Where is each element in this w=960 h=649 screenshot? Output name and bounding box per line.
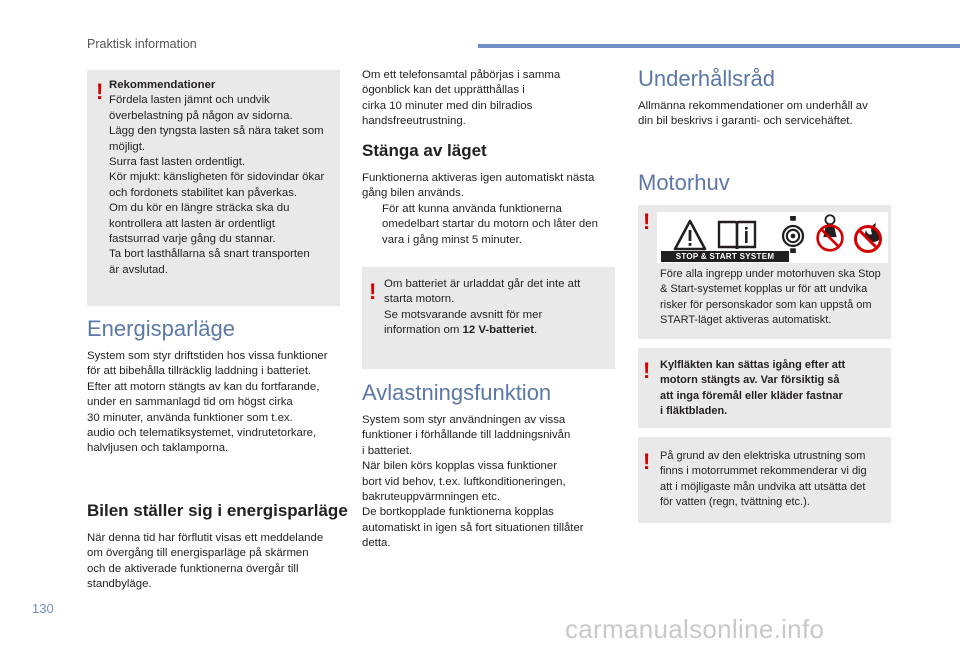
warning-icon: ! — [96, 79, 104, 104]
text-line: START-läget aktiveras automatiskt. — [660, 314, 832, 327]
elektrisk-box — [638, 437, 891, 523]
batteri-note-box — [362, 267, 615, 369]
text-line: System som styr driftstiden hos vissa funktioner — [87, 350, 328, 362]
text-line: Om ett telefonsamtal påbörjas i samma — [362, 69, 561, 81]
text-line: cirka 10 minuter med din bilradios — [362, 99, 533, 112]
stop-start-label: STOP & START SYSTEM — [661, 251, 789, 262]
stanga-av-text — [362, 171, 617, 248]
text-line: Kylfläkten kan sättas igång efter att — [660, 359, 846, 371]
text-line: starta motorn. — [384, 293, 455, 306]
energisparlage-heading: Energisparläge — [87, 316, 235, 341]
no-fire-icon — [852, 218, 886, 256]
header-accent-bar — [478, 44, 960, 48]
text-line: fastsurrad varje gång du stannar. — [109, 233, 276, 246]
text-line: Om batteriet är urladdat går det inte att — [384, 278, 581, 290]
text-line: för vatten (regn, tvättning etc.). — [660, 496, 810, 509]
text-line: Fördela lasten jämnt och undvik — [109, 94, 270, 107]
avlastning-heading: Avlastningsfunktion — [362, 380, 552, 405]
energisparlage-text — [87, 349, 352, 457]
text-line: Surra fast lasten ordentligt. — [109, 156, 246, 169]
text-line: under en sammanlagd tid om högst cirka — [87, 396, 293, 409]
text-line: detta. — [362, 537, 391, 550]
rekommendationer-title: Rekommendationer — [109, 79, 216, 91]
text-line: Före alla ingrepp under motorhuven ska Stop — [660, 268, 881, 280]
underhall-text — [638, 99, 893, 130]
text-line: om övergång till energisparläge på skärmen — [87, 547, 309, 560]
text-line: standbyläge. — [87, 578, 152, 591]
text-line: De bortkopplade funktionerna kopplas — [362, 506, 554, 519]
text-line: bakruteuppvärmningen etc. — [362, 491, 501, 504]
warning-icon: ! — [369, 279, 377, 304]
text-line: motorn stängts av. Var försiktig så — [660, 374, 840, 387]
text-line: På grund av den elektriska utrustning som — [660, 450, 866, 462]
text-line: och de aktiverade funktionerna övergår till — [87, 562, 299, 575]
text-line: Ta bort lasthållarna så snart transporten — [109, 248, 310, 261]
battery-reference: 12 V-batteriet — [462, 324, 535, 337]
stanga-av-heading: Stänga av läget — [362, 141, 487, 160]
text-line: möjligt. — [109, 140, 146, 153]
text-line: gång bilen används. — [362, 187, 464, 200]
warning-icon: ! — [643, 209, 651, 234]
stop-start-label-panel — [657, 212, 888, 263]
text-line — [384, 323, 612, 338]
text-line: att i möjligaste mån undvika att utsätta det — [660, 480, 866, 493]
text-line: i batteriet. — [362, 444, 413, 457]
text-line: Efter att motorn stängts av kan du fortfarande, — [87, 380, 320, 393]
text-line: Funktionerna aktiveras igen automatiskt nästa — [362, 172, 595, 184]
text-line: För att kunna använda funktionerna — [382, 202, 562, 215]
text-line: Allmänna rekommendationer om underhåll av — [638, 100, 868, 112]
text-line: 30 minuter, använda funktioner som t.ex. — [87, 411, 293, 424]
section-header: Praktisk information — [87, 37, 197, 51]
text-line: kontrollera att lasten är ordentligt — [109, 217, 275, 230]
manual-book-icon — [715, 216, 759, 254]
warning-icon: ! — [643, 449, 651, 474]
text-line: överbelastning på någon av sidorna. — [109, 109, 293, 122]
motorhuv-heading: Motorhuv — [638, 170, 730, 195]
text-line: audio och telematiksystemet, vindrutetorkare, — [87, 427, 317, 440]
text-fragment: . — [534, 324, 538, 337]
text-fragment: information om — [384, 324, 463, 337]
text-line: halvljusen och taklamporna. — [87, 442, 229, 455]
text-line: finns i motorrummet rekommenderar vi dig — [660, 465, 867, 478]
avlastning-text — [362, 413, 617, 552]
text-line: Kör mjukt: känsligheten för sidovindar ökar — [109, 171, 325, 184]
text-line: När denna tid har förflutit visas ett meddelande — [87, 532, 324, 544]
no-hands-icon — [812, 214, 848, 252]
kylflakt-box — [638, 348, 891, 428]
text-line: i fläktbladen. — [660, 405, 728, 418]
text-line: att inga föremål eller kläder fastnar — [660, 389, 843, 402]
telefon-text — [362, 68, 617, 130]
fan-coil-icon — [781, 216, 805, 254]
text-line: funktioner i förhållande till laddningsnivån — [362, 429, 571, 442]
text-line: När bilen körs kopplas vissa funktioner — [362, 460, 557, 473]
bullet-icon — [362, 202, 382, 248]
bilen-staller-heading: Bilen ställer sig i energisparläge — [87, 501, 348, 520]
rekommendationer-box — [87, 70, 340, 306]
watermark: carmanualsonline.info — [565, 614, 825, 644]
page-number: 130 — [32, 601, 54, 616]
underhall-heading: Underhållsråd — [638, 66, 775, 91]
text-line: är avslutad. — [109, 263, 168, 276]
text-line: omedelbart startar du motorn och låter den — [382, 218, 598, 231]
warning-icon: ! — [643, 358, 651, 383]
warning-triangle-icon — [673, 216, 707, 254]
text-line: Om du kör en längre sträcka ska du — [109, 202, 290, 215]
text-line: och fordonets stabilitet kan påverkas. — [109, 186, 298, 199]
text-line: Lägg den tyngsta lasten så nära taket som — [109, 125, 324, 138]
text-line: & Start-systemet kopplas ur för att undvika — [660, 283, 868, 296]
list-item — [362, 202, 617, 248]
text-line: vara i gång minst 5 minuter. — [382, 233, 522, 246]
text-line: System som styr användningen av vissa — [362, 414, 566, 426]
text-line: Se motsvarande avsnitt för mer — [384, 308, 543, 321]
bilen-staller-text — [87, 531, 352, 593]
text-line: för att bibehålla tillräcklig laddning i batteriet. — [87, 365, 312, 378]
text-line: ögonblick kan det upprätthållas i — [362, 84, 525, 97]
text-line: din bil beskrivs i garanti- och servicehäftet. — [638, 115, 853, 128]
text-line: bort vid behov, t.ex. luftkonditioneringen, — [362, 475, 566, 488]
text-line: handsfreeutrustning. — [362, 115, 466, 128]
text-line: automatiskt in igen så fort situationen tillåter — [362, 521, 584, 534]
text-line: risker för personskador som kan uppstå om — [660, 298, 872, 311]
